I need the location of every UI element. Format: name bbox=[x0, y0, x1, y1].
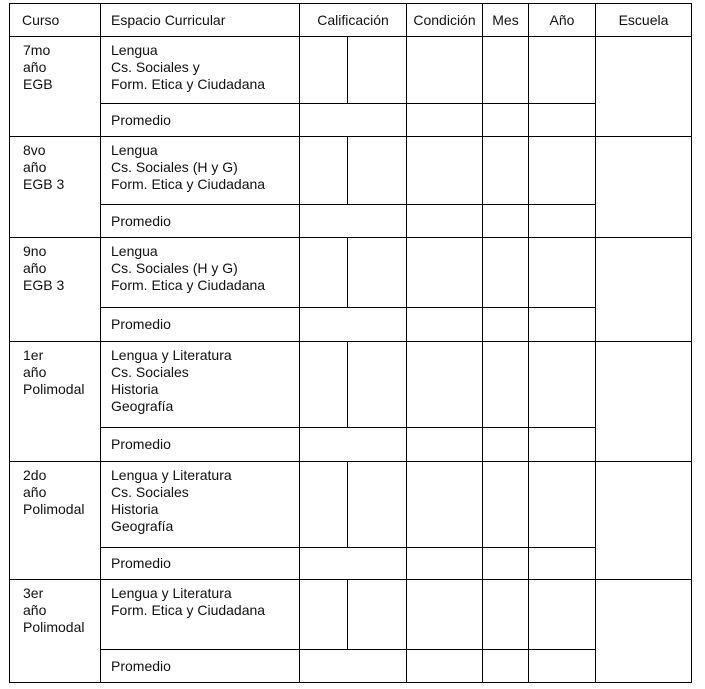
promedio-mes-cell[interactable] bbox=[483, 548, 529, 580]
promedio-condicion-cell[interactable] bbox=[407, 308, 483, 342]
course-cell: 1er año Polimodal bbox=[10, 342, 101, 462]
header-anio: Año bbox=[529, 4, 596, 37]
promedio-calificacion-cell[interactable] bbox=[300, 548, 407, 580]
escuela-cell[interactable] bbox=[596, 462, 692, 580]
mes-cell[interactable] bbox=[483, 580, 529, 650]
promedio-anio-cell[interactable] bbox=[529, 650, 596, 683]
calificacion-letras-cell[interactable] bbox=[348, 137, 407, 205]
subjects-cell: Lengua y Literatura Form. Etica y Ciudadana bbox=[101, 580, 300, 650]
subjects-cell: Lengua Cs. Sociales (H y G) Form. Etica y Ciudadana bbox=[101, 137, 300, 205]
promedio-row bbox=[10, 428, 692, 462]
course-cell: 3er año Polimodal bbox=[10, 580, 101, 683]
promedio-label: Promedio bbox=[101, 308, 300, 342]
table-row bbox=[10, 580, 692, 650]
promedio-row bbox=[10, 548, 692, 580]
promedio-condicion-cell[interactable] bbox=[407, 428, 483, 462]
promedio-label: Promedio bbox=[101, 428, 300, 462]
promedio-calificacion-cell[interactable] bbox=[300, 308, 407, 342]
promedio-calificacion-cell[interactable] bbox=[300, 104, 407, 137]
anio-cell[interactable] bbox=[529, 462, 596, 548]
escuela-cell[interactable] bbox=[596, 37, 692, 137]
calificacion-num-cell[interactable] bbox=[300, 37, 348, 104]
promedio-label: Promedio bbox=[101, 104, 300, 137]
header-curso: Curso bbox=[10, 4, 101, 37]
mes-cell[interactable] bbox=[483, 238, 529, 308]
promedio-condicion-cell[interactable] bbox=[407, 548, 483, 580]
calificacion-letras-cell[interactable] bbox=[348, 462, 407, 548]
promedio-anio-cell[interactable] bbox=[529, 205, 596, 238]
anio-cell[interactable] bbox=[529, 342, 596, 428]
promedio-condicion-cell[interactable] bbox=[407, 104, 483, 137]
header-mes: Mes bbox=[483, 4, 529, 37]
condicion-cell[interactable] bbox=[407, 238, 483, 308]
calificacion-letras-cell[interactable] bbox=[348, 37, 407, 104]
anio-cell[interactable] bbox=[529, 37, 596, 104]
promedio-anio-cell[interactable] bbox=[529, 104, 596, 137]
header-espacio-curricular: Espacio Curricular bbox=[101, 4, 300, 37]
course-cell: 2do año Polimodal bbox=[10, 462, 101, 580]
promedio-calificacion-cell[interactable] bbox=[300, 650, 407, 683]
calificacion-num-cell[interactable] bbox=[300, 137, 348, 205]
promedio-anio-cell[interactable] bbox=[529, 548, 596, 580]
mes-cell[interactable] bbox=[483, 137, 529, 205]
mes-cell[interactable] bbox=[483, 37, 529, 104]
promedio-row bbox=[10, 104, 692, 137]
table-row bbox=[10, 342, 692, 428]
condicion-cell[interactable] bbox=[407, 342, 483, 428]
calificacion-num-cell[interactable] bbox=[300, 342, 348, 428]
table-row bbox=[10, 462, 692, 548]
escuela-cell[interactable] bbox=[596, 580, 692, 683]
table-row bbox=[10, 238, 692, 308]
escuela-cell[interactable] bbox=[596, 238, 692, 342]
condicion-cell[interactable] bbox=[407, 580, 483, 650]
course-cell: 8vo año EGB 3 bbox=[10, 137, 101, 238]
promedio-label: Promedio bbox=[101, 650, 300, 683]
promedio-mes-cell[interactable] bbox=[483, 308, 529, 342]
calificacion-letras-cell[interactable] bbox=[348, 342, 407, 428]
promedio-label: Promedio bbox=[101, 548, 300, 580]
calificacion-letras-cell[interactable] bbox=[348, 580, 407, 650]
promedio-condicion-cell[interactable] bbox=[407, 205, 483, 238]
condicion-cell[interactable] bbox=[407, 462, 483, 548]
escuela-cell[interactable] bbox=[596, 137, 692, 238]
anio-cell[interactable] bbox=[529, 580, 596, 650]
calificacion-num-cell[interactable] bbox=[300, 580, 348, 650]
promedio-mes-cell[interactable] bbox=[483, 205, 529, 238]
condicion-cell[interactable] bbox=[407, 137, 483, 205]
anio-cell[interactable] bbox=[529, 137, 596, 205]
promedio-calificacion-cell[interactable] bbox=[300, 428, 407, 462]
header-row bbox=[10, 4, 692, 37]
calificacion-num-cell[interactable] bbox=[300, 238, 348, 308]
promedio-anio-cell[interactable] bbox=[529, 428, 596, 462]
promedio-label: Promedio bbox=[101, 205, 300, 238]
condicion-cell[interactable] bbox=[407, 37, 483, 104]
subjects-cell: Lengua Cs. Sociales y Form. Etica y Ciudadana bbox=[101, 37, 300, 104]
header-calificacion: Calificación bbox=[300, 4, 407, 37]
course-cell: 7mo año EGB bbox=[10, 37, 101, 137]
anio-cell[interactable] bbox=[529, 238, 596, 308]
header-escuela: Escuela bbox=[596, 4, 692, 37]
subjects-cell: Lengua y Literatura Cs. Sociales Historia Geografía bbox=[101, 462, 300, 548]
table-row bbox=[10, 37, 692, 104]
grades-table bbox=[9, 3, 692, 683]
mes-cell[interactable] bbox=[483, 342, 529, 428]
promedio-mes-cell[interactable] bbox=[483, 428, 529, 462]
promedio-mes-cell[interactable] bbox=[483, 104, 529, 137]
header-condicion: Condición bbox=[407, 4, 483, 37]
calificacion-letras-cell[interactable] bbox=[348, 238, 407, 308]
promedio-condicion-cell[interactable] bbox=[407, 650, 483, 683]
mes-cell[interactable] bbox=[483, 462, 529, 548]
calificacion-num-cell[interactable] bbox=[300, 462, 348, 548]
promedio-mes-cell[interactable] bbox=[483, 650, 529, 683]
promedio-row bbox=[10, 308, 692, 342]
escuela-cell[interactable] bbox=[596, 342, 692, 462]
subjects-cell: Lengua Cs. Sociales (H y G) Form. Etica y Ciudadana bbox=[101, 238, 300, 308]
course-cell: 9no año EGB 3 bbox=[10, 238, 101, 342]
table-row bbox=[10, 137, 692, 205]
promedio-anio-cell[interactable] bbox=[529, 308, 596, 342]
subjects-cell: Lengua y Literatura Cs. Sociales Historia Geografía bbox=[101, 342, 300, 428]
promedio-row bbox=[10, 205, 692, 238]
promedio-row bbox=[10, 650, 692, 683]
promedio-calificacion-cell[interactable] bbox=[300, 205, 407, 238]
